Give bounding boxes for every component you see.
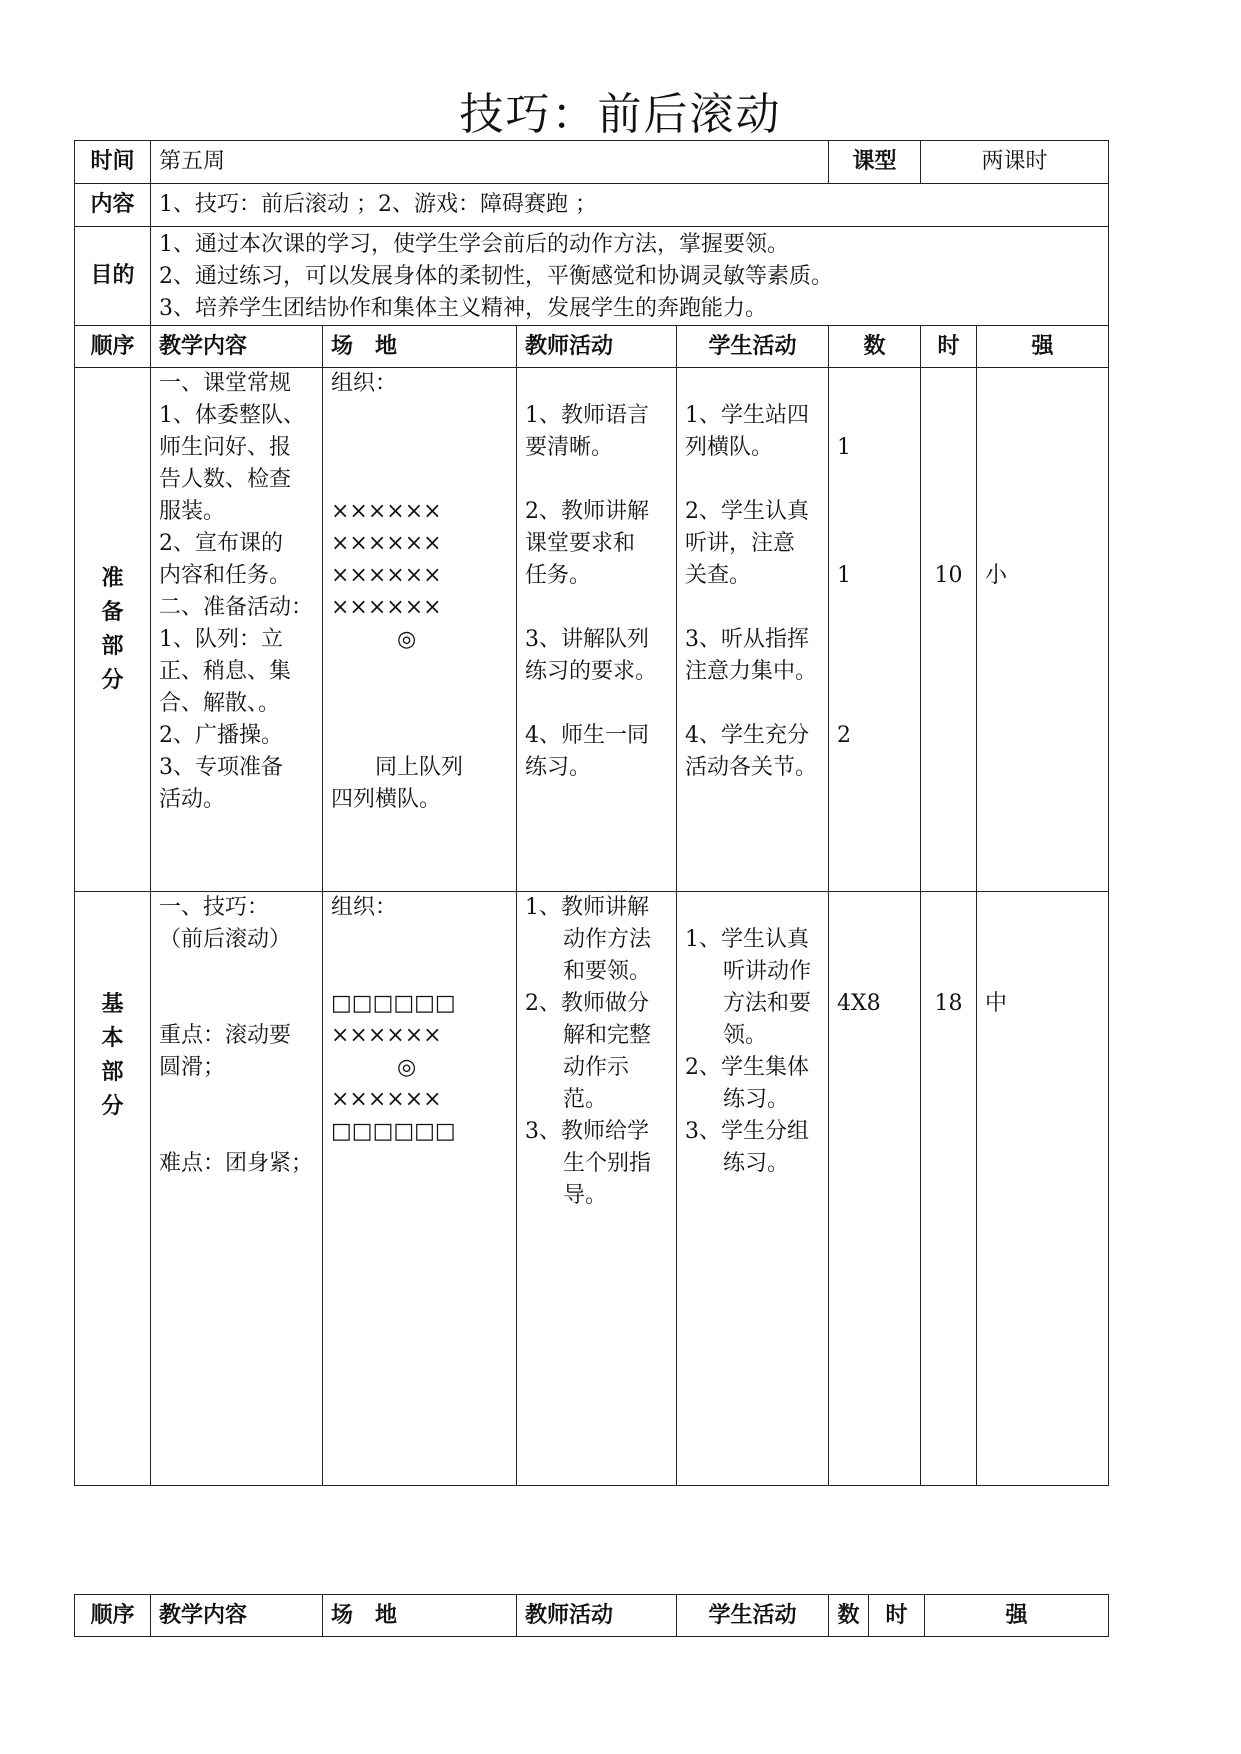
cell-line [331, 956, 508, 988]
cell-line [837, 924, 912, 956]
cell-line: 2、广播操。 [159, 723, 283, 748]
cell-line: 1 [837, 563, 852, 588]
cell-line: 1、学生站四 [685, 403, 809, 428]
cell-line: ×××××× [331, 531, 442, 556]
cell-line [837, 464, 912, 496]
cell-line [837, 688, 912, 720]
cell-line: 3、专项准备 [159, 755, 283, 780]
cell-line [985, 368, 1100, 400]
cell-line: 2 [837, 723, 852, 748]
col-header: 场 地 [323, 326, 517, 368]
footer-col-header: 顺序 [75, 1595, 151, 1637]
cell-line: 内容和任务。 [159, 563, 292, 588]
basic-section-row [75, 892, 1109, 1486]
basic-time [921, 892, 977, 1486]
footer-col-header: 场 地 [323, 1595, 517, 1637]
cell-line: 4X8 [837, 991, 881, 1016]
cell-line: 小 [985, 563, 1008, 588]
cell-line [837, 956, 912, 988]
prep-content [151, 368, 323, 892]
cell-line [929, 956, 968, 988]
cell-line: 2、宣布课的 [159, 531, 283, 556]
cell-line: 师生问好、报 [159, 435, 292, 460]
cell-line [985, 464, 1100, 496]
goal-list [151, 227, 1109, 326]
cell-line: 3、讲解队列 [525, 627, 649, 652]
col-header: 学生活动 [677, 326, 829, 368]
cell-line [525, 368, 668, 400]
cell-line [985, 924, 1100, 956]
cell-line [159, 1084, 314, 1116]
footer-header-table [74, 1594, 1109, 1637]
time-label: 时间 [75, 141, 151, 184]
cell-line [525, 592, 668, 624]
basic-section-label: 基 本 部 分 [75, 892, 151, 1486]
cell-line [331, 688, 508, 720]
cell-line: 1、学生认真听讲动作方法和要领。 [685, 927, 812, 1048]
col-header: 顺序 [75, 326, 151, 368]
basic-content [151, 892, 323, 1486]
cell-line: 1、教师语言 [525, 403, 649, 428]
cell-line: 一、技巧： [159, 895, 270, 920]
cell-line: 活动。 [159, 787, 226, 812]
type-label: 课型 [829, 141, 921, 184]
cell-line: 3、教师给学生个别指导。 [525, 1119, 652, 1208]
cell-line: 圆滑； [159, 1055, 226, 1080]
cell-line [159, 988, 314, 1020]
col-header: 强 [977, 326, 1109, 368]
cell-line [685, 688, 820, 720]
goal-item: 2、通过练习，可以发展身体的柔韧性，平衡感觉和协调灵敏等素质。 [159, 264, 833, 289]
cell-line: 3、学生分组练习。 [685, 1119, 809, 1176]
cell-line [929, 368, 968, 400]
cell-line [837, 892, 912, 924]
cell-line [837, 368, 912, 400]
cell-line: 中 [985, 991, 1008, 1016]
cell-line: 列横队。 [685, 435, 774, 460]
col-header: 数 [829, 326, 921, 368]
cell-line [685, 592, 820, 624]
cell-line: 4、师生一同 [525, 723, 649, 748]
cell-line [929, 528, 968, 560]
col-header: 教学内容 [151, 326, 323, 368]
cell-line: □□□□□□ [331, 991, 456, 1016]
basic-intensity [977, 892, 1109, 1486]
footer-col-header: 教师活动 [517, 1595, 677, 1637]
basic-teacher [517, 892, 677, 1486]
cell-line [331, 432, 508, 464]
cell-line [685, 464, 820, 496]
cell-line [929, 496, 968, 528]
cell-line: 听讲，注意 [685, 531, 796, 556]
cell-line: □□□□□□ [331, 1119, 456, 1144]
cell-line [929, 464, 968, 496]
cell-line: 要清晰。 [525, 435, 614, 460]
cell-line: 18 [934, 991, 963, 1016]
cell-line: ×××××× [331, 563, 442, 588]
cell-line [929, 892, 968, 924]
cell-line: 正、稍息、集 [159, 659, 292, 684]
type-value: 两课时 [921, 141, 1109, 184]
cell-line: 3、听从指挥 [685, 627, 809, 652]
cell-line: 1、体委整队、 [159, 403, 305, 428]
cell-line: 二、准备活动： [159, 595, 314, 620]
cell-line [525, 464, 668, 496]
cell-line [837, 528, 912, 560]
cell-line [331, 464, 508, 496]
cell-line: 活动各关节。 [685, 755, 818, 780]
prep-section-row [75, 368, 1109, 892]
cell-line: ◎ [331, 1055, 417, 1080]
cell-line: 2、学生认真 [685, 499, 809, 524]
prep-section-label: 准 备 部 分 [75, 368, 151, 892]
column-header-row [75, 326, 1109, 368]
cell-line [525, 688, 668, 720]
cell-line [985, 432, 1100, 464]
cell-line: 10 [934, 563, 963, 588]
cell-line: ◎ [331, 627, 417, 652]
cell-line [929, 924, 968, 956]
cell-line: 合、解散、。 [159, 691, 281, 716]
cell-line [331, 720, 508, 752]
cell-line: 2、学生集体练习。 [685, 1055, 809, 1112]
basic-student [677, 892, 829, 1486]
cell-line: 1、教师讲解动作方法和要领。 [525, 895, 652, 984]
cell-line: 1 [837, 435, 852, 460]
cell-line [985, 528, 1100, 560]
cell-line [331, 924, 508, 956]
cell-line: ×××××× [331, 1087, 442, 1112]
prep-teacher [517, 368, 677, 892]
prep-intensity [977, 368, 1109, 892]
cell-line: 关查。 [685, 563, 752, 588]
cell-line: 四列横队。 [331, 787, 442, 812]
cell-line [331, 656, 508, 688]
cell-line [985, 400, 1100, 432]
time-value: 第五周 [151, 141, 829, 184]
cell-line: 组织： [331, 895, 398, 920]
cell-line: ×××××× [331, 1023, 442, 1048]
prep-venue [323, 368, 517, 892]
cell-line [837, 496, 912, 528]
prep-count [829, 368, 921, 892]
cell-line: 一、课堂常规 [159, 371, 292, 396]
cell-line: 4、学生充分 [685, 723, 809, 748]
goal-label: 目的 [75, 227, 151, 326]
cell-line [837, 656, 912, 688]
cell-line: 课堂要求和 [525, 531, 636, 556]
cell-line: 服装。 [159, 499, 226, 524]
cell-line: 同上队列 [331, 755, 464, 780]
cell-line: 练习。 [525, 755, 592, 780]
cell-line [159, 956, 314, 988]
content-label: 内容 [75, 184, 151, 227]
page-title: 技巧：前后滚动 [459, 89, 782, 140]
footer-col-header: 时 [869, 1595, 925, 1637]
footer-col-header: 学生活动 [677, 1595, 829, 1637]
cell-line: 难点：团身紧； [159, 1151, 314, 1176]
basic-venue [323, 892, 517, 1486]
lesson-plan-table [74, 140, 1109, 1486]
footer-col-header: 数 [829, 1595, 869, 1637]
cell-line: 注意力集中。 [685, 659, 818, 684]
footer-col-header: 教学内容 [151, 1595, 323, 1637]
cell-line: 1、队列：立 [159, 627, 283, 652]
goal-item: 3、培养学生团结协作和集体主义精神，发展学生的奔跑能力。 [159, 296, 767, 321]
cell-line [837, 592, 912, 624]
cell-line [985, 892, 1100, 924]
cell-line [929, 432, 968, 464]
footer-col-header: 强 [925, 1595, 1109, 1637]
cell-line [159, 1116, 314, 1148]
cell-line: （前后滚动） [159, 927, 292, 952]
cell-line: 任务。 [525, 563, 592, 588]
prep-student [677, 368, 829, 892]
col-header: 教师活动 [517, 326, 677, 368]
cell-line: 组织： [331, 371, 398, 396]
cell-line [985, 956, 1100, 988]
col-header: 时 [921, 326, 977, 368]
cell-line: 练习的要求。 [525, 659, 658, 684]
cell-line: 2、教师讲解 [525, 499, 649, 524]
cell-line: ×××××× [331, 499, 442, 524]
goal-item: 1、通过本次课的学习，使学生学会前后的动作方法，掌握要领。 [159, 232, 789, 257]
cell-line: 2、教师做分解和完整动作示范。 [525, 991, 652, 1112]
content-value: 1、技巧：前后滚动 ；2、游戏：障碍赛跑 ； [151, 184, 1109, 227]
prep-time [921, 368, 977, 892]
cell-line: ×××××× [331, 595, 442, 620]
cell-line [685, 368, 820, 400]
cell-line [331, 400, 508, 432]
cell-line: 告人数、检查 [159, 467, 292, 492]
cell-line: 重点：滚动要 [159, 1023, 292, 1048]
cell-line [985, 496, 1100, 528]
cell-line [837, 400, 912, 432]
cell-line [837, 624, 912, 656]
basic-count [829, 892, 921, 1486]
cell-line [929, 400, 968, 432]
